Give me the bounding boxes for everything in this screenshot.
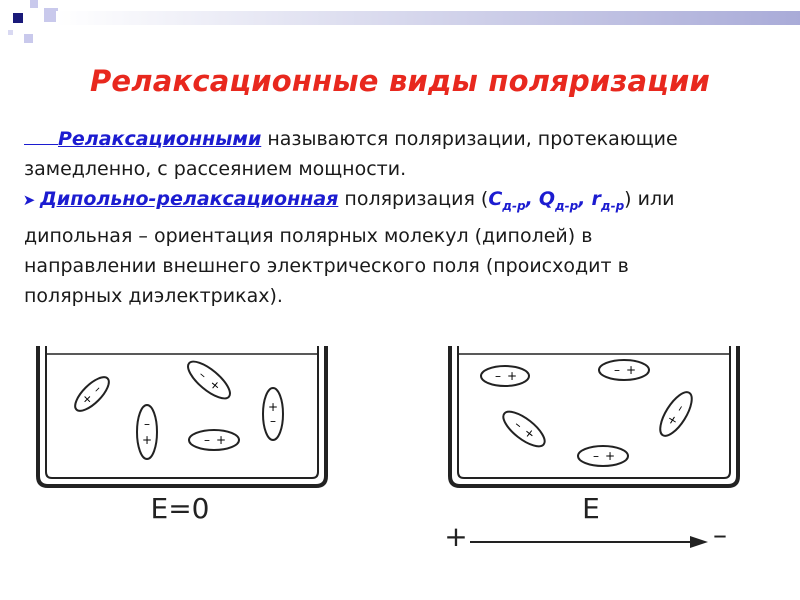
arrowhead-bullet-icon: ➤ — [22, 191, 36, 209]
term-relaxation: Релаксационными — [58, 128, 262, 150]
deco-square-navy — [13, 13, 23, 23]
svg-text:–: – — [593, 449, 599, 463]
dipole-right-4 — [654, 387, 697, 440]
dipole-right-3 — [498, 406, 550, 453]
symbol-capacitance: $C_{д-р}$, — [488, 188, 533, 213]
dipole-right-1 — [481, 366, 529, 386]
svg-text:+: + — [141, 433, 153, 447]
svg-text:+: + — [267, 400, 279, 414]
svg-text:+: + — [206, 376, 224, 394]
dipole-left-3 — [137, 405, 157, 459]
svg-text:–: – — [204, 433, 210, 447]
svg-text:–: – — [196, 367, 210, 383]
dipole-left-1 — [70, 372, 114, 416]
dipole-text-b: ) или — [624, 188, 675, 210]
deco-square-lavender-1 — [30, 0, 38, 8]
dipole-text-a: поляризация ( — [344, 188, 489, 210]
definition-text-line2: замедленно, с рассеянием мощности. — [24, 158, 407, 180]
svg-text:–: – — [495, 369, 501, 383]
term-dipole-relaxation: Дипольно-релаксационная — [40, 188, 339, 210]
svg-text:+: + — [604, 449, 616, 463]
deco-square-lavender-3 — [24, 34, 33, 43]
svg-text:+: + — [506, 369, 518, 383]
label-field: E — [582, 492, 600, 525]
paragraph-definition — [24, 124, 764, 154]
svg-text:–: – — [89, 381, 105, 397]
dipole-text-line2: дипольная – ориентация полярных молекул (диполей) в — [24, 224, 593, 247]
dipole-right-2 — [599, 360, 649, 380]
slide-title: Релаксационные виды поляризации — [89, 64, 711, 98]
polarization-figure — [0, 336, 800, 596]
dipole-left-2 — [183, 356, 236, 405]
svg-text:+: + — [78, 390, 96, 408]
svg-text:–: – — [672, 401, 688, 415]
plus-sign: + — [444, 520, 468, 553]
dipole-right-5 — [578, 446, 628, 466]
svg-text:+: + — [625, 363, 637, 377]
body-text — [24, 124, 764, 311]
field-arrow-head — [690, 536, 708, 548]
deco-square-lavender-2 — [44, 8, 58, 22]
dipole-text-line4: полярных диэлектриках). — [24, 284, 283, 307]
indent-underline — [24, 126, 58, 145]
svg-text:–: – — [144, 417, 150, 431]
svg-text:+: + — [663, 411, 681, 428]
svg-text:+: + — [521, 424, 538, 442]
symbol-resistance: $r_{д-р}$ — [591, 188, 625, 213]
svg-text:–: – — [270, 414, 276, 428]
paragraph-dipole — [18, 184, 764, 221]
definition-text-line1: называются поляризации, протекающие — [267, 128, 678, 150]
symbol-charge: $Q_{д-р}$, — [538, 188, 586, 213]
svg-text:–: – — [511, 417, 526, 433]
header-decoration — [0, 0, 800, 50]
svg-text:–: – — [614, 363, 620, 377]
label-field-zero: E=0 — [150, 492, 210, 525]
minus-sign: – — [713, 518, 727, 551]
dipole-left-5 — [263, 388, 283, 440]
dipole-text-line3: направлении внешнего электрического поля (происходит в — [24, 254, 629, 277]
deco-gradient-bar — [56, 11, 800, 25]
svg-text:+: + — [215, 433, 227, 447]
dipole-left-4 — [189, 430, 239, 450]
deco-square-lavender-4 — [8, 30, 13, 35]
